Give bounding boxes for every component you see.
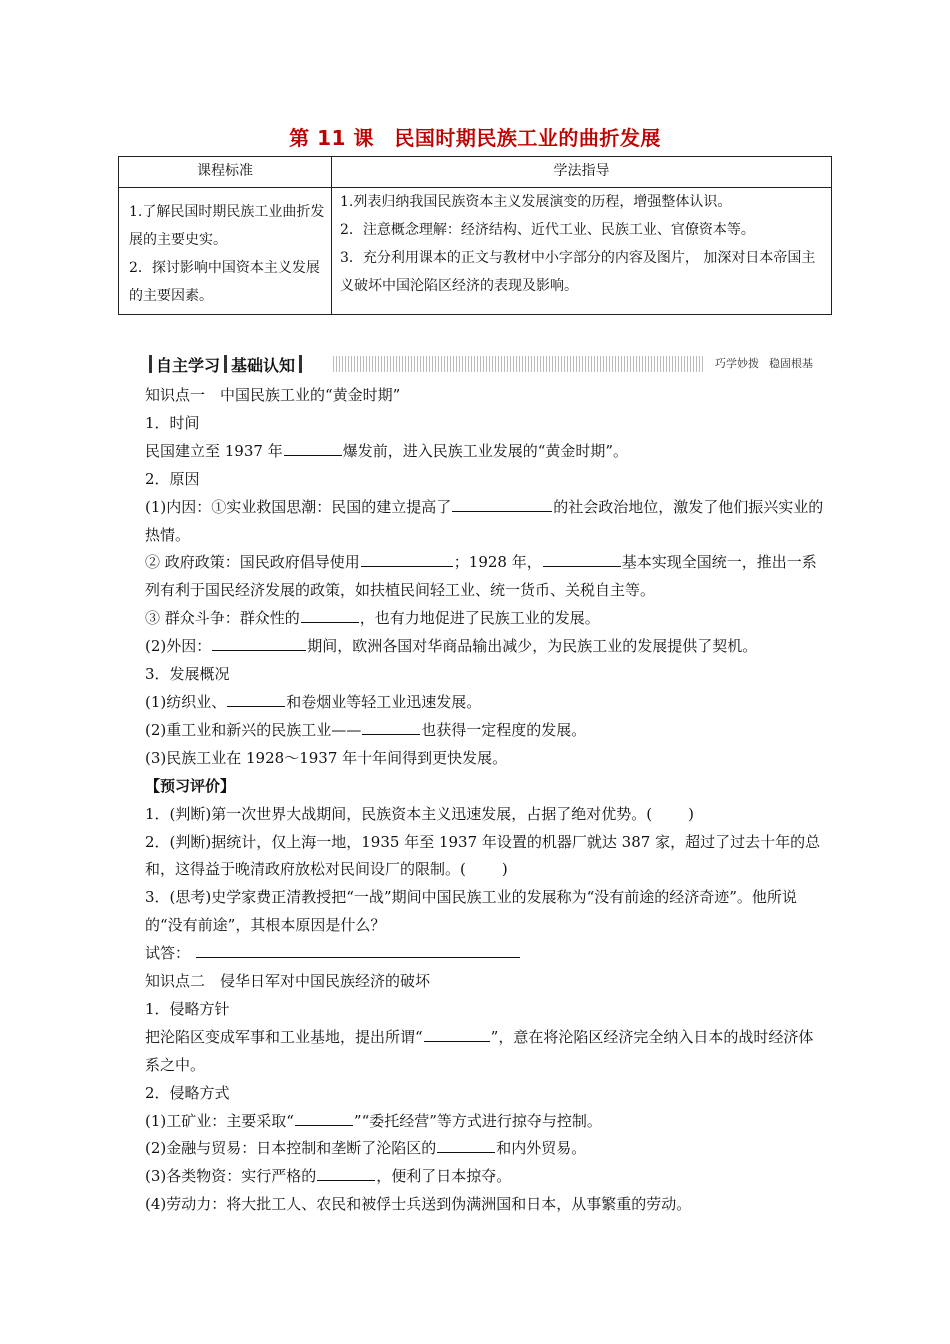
fill-blank[interactable] <box>361 550 453 567</box>
fill-blank[interactable] <box>437 1136 495 1153</box>
text: (2)重工业和新兴的民族工业—— <box>145 720 362 739</box>
text: 和卷烟业等轻工业迅速发展。 <box>286 692 482 711</box>
text: ，也有力地促进了民族工业的发展。 <box>359 609 600 628</box>
standards-cell <box>119 188 332 315</box>
development-2 <box>145 717 825 745</box>
fill-blank[interactable] <box>284 439 342 456</box>
fill-blank[interactable] <box>227 690 285 707</box>
banner-divider <box>224 355 227 373</box>
reason-external <box>145 633 825 661</box>
text: 基本实现全国统一，推出一系列有利于国民经济发展的政策，如扶植民间轻工业、统一货币、关税自主等。 <box>145 553 817 600</box>
subheading-development: 3．发展概况 <box>145 665 230 684</box>
fill-blank[interactable] <box>452 495 552 512</box>
fill-blank[interactable] <box>295 1109 353 1126</box>
text: ”“委托经营”等方式进行掠夺与控制。 <box>353 1111 602 1130</box>
time-paragraph <box>145 438 825 466</box>
text: ) <box>688 804 694 823</box>
preview-question-3: 3．(思考)史学家费正清教授把“一战”期间中国民族工业的发展称为“没有前途的经济奇迹”。他所说的“没有前途”，其根本原因是什么？ <box>145 888 797 935</box>
banner-part2: 基础认知 <box>231 355 296 375</box>
subheading-time: 1．时间 <box>145 413 200 432</box>
method-2 <box>145 1135 825 1163</box>
text: (2)金融与贸易：日本控制和垄断了沦陷区的 <box>145 1139 437 1158</box>
standard-item: 2．探讨影响中国资本主义发展的主要因素。 <box>129 260 320 304</box>
text: ② 政府政策：国民政府倡导使用 <box>145 553 360 572</box>
text: 把沦陷区变成军事和工业基地，提出所谓“ <box>145 1027 423 1046</box>
text: (1)内因：①实业救国思潮：民国的建立提高了 <box>145 497 452 516</box>
table-header-standards: 课程标准 <box>119 157 332 188</box>
banner-part1: 自主学习 <box>156 355 221 375</box>
preview-title: 【预习评价】 <box>145 776 236 795</box>
text: ③ 群众斗争：群众性的 <box>145 609 300 628</box>
banner-divider <box>299 355 302 373</box>
policy-paragraph <box>145 1024 825 1080</box>
text: (1)工矿业：主要采取“ <box>145 1111 294 1130</box>
text: 期间，欧洲各国对华商品输出减少，为民族工业的发展提供了契机。 <box>307 637 758 656</box>
reason-policy <box>145 549 825 605</box>
subheading-policy: 1．侵略方针 <box>145 999 230 1018</box>
text: 的社会政治地位，激发了他们振兴实业的热情。 <box>145 497 824 544</box>
method-4: (4)劳动力：将大批工人、农民和被俘士兵送到伪满洲国和日本，从事繁重的劳动。 <box>145 1195 692 1214</box>
method-1 <box>145 1108 825 1136</box>
subheading-methods: 2．侵略方式 <box>145 1083 230 1102</box>
knowledge-point-1-title: 知识点一 中国民族工业的“黄金时期” <box>145 386 401 404</box>
reason-struggle <box>145 605 825 633</box>
banner-tag2: 稳固根基 <box>769 357 813 370</box>
text: 和内外贸易。 <box>496 1139 587 1158</box>
text: 2．(判断)据统计，仅上海一地，1935 年至 1937 年设置的机器厂就达 387 家，超过了过去十年的总和，这得益于晚清政府放松对民间设厂的限制。( <box>145 832 821 879</box>
guidance-item: 1.列表归纳我国民族资本主义发展演变的历程，增强整体认识。 <box>340 194 732 210</box>
answer-line[interactable] <box>196 941 520 958</box>
fill-blank[interactable] <box>424 1025 490 1042</box>
text: (2)外因： <box>145 637 212 656</box>
content-body <box>145 382 825 1219</box>
standards-table <box>118 156 832 315</box>
banner-tag1: 巧学妙拨 <box>715 357 759 370</box>
guidance-item: 3．充分利用课本的正文与教材中小字部分的内容及图片， 加深对日本帝国主义破坏中国沦陷区经济的表现及影响。 <box>340 250 816 294</box>
subheading-reason: 2．原因 <box>145 469 200 488</box>
text: 1．(判断)第一次世界大战期间，民族资本主义迅速发展，占据了绝对优势。( <box>145 804 653 823</box>
table-header-guidance: 学法指导 <box>332 157 832 188</box>
guidance-cell <box>332 188 832 315</box>
fill-blank[interactable] <box>543 550 621 567</box>
reason-internal <box>145 494 825 550</box>
banner-tag <box>705 356 817 372</box>
development-3: (3)民族工业在 1928～1937 年十年间得到更快发展。 <box>145 748 508 767</box>
guidance-item: 2．注意概念理解：经济结构、近代工业、民族工业、官僚资本等。 <box>340 222 755 238</box>
preview-question-1 <box>145 801 825 829</box>
knowledge-point-2-title: 知识点二 侵华日军对中国民族经济的破坏 <box>145 972 431 991</box>
section-banner <box>145 352 817 376</box>
text: 民国建立至 1937 年 <box>145 441 283 460</box>
banner-divider <box>149 355 152 373</box>
banner-heading <box>145 352 306 376</box>
fill-blank[interactable] <box>317 1164 375 1181</box>
lesson-title: 第 11 课 民国时期民族工业的曲折发展 <box>289 126 661 150</box>
fill-blank[interactable] <box>362 718 420 735</box>
text: 爆发前，进入民族工业发展的“黄金时期”。 <box>342 441 629 460</box>
text: ，便利了日本掠夺。 <box>376 1167 512 1186</box>
text: ；1928 年， <box>453 553 542 572</box>
fill-blank[interactable] <box>301 606 359 623</box>
preview-question-2 <box>145 829 825 885</box>
fill-blank[interactable] <box>212 634 306 651</box>
text: (1)纺织业、 <box>145 692 227 711</box>
answer-label: 试答： <box>145 944 191 963</box>
standard-item: 1.了解民国时期民族工业曲折发展的主要史实。 <box>129 204 325 248</box>
development-1 <box>145 689 825 717</box>
text: ”，意在将沦陷区经济完全纳入日本的战时经济体系之中。 <box>145 1027 814 1074</box>
method-3 <box>145 1163 825 1191</box>
text: 也获得一定程度的发展。 <box>421 720 587 739</box>
answer-row <box>145 940 825 968</box>
text: ) <box>501 860 508 879</box>
text: (3)各类物资：实行严格的 <box>145 1167 317 1186</box>
